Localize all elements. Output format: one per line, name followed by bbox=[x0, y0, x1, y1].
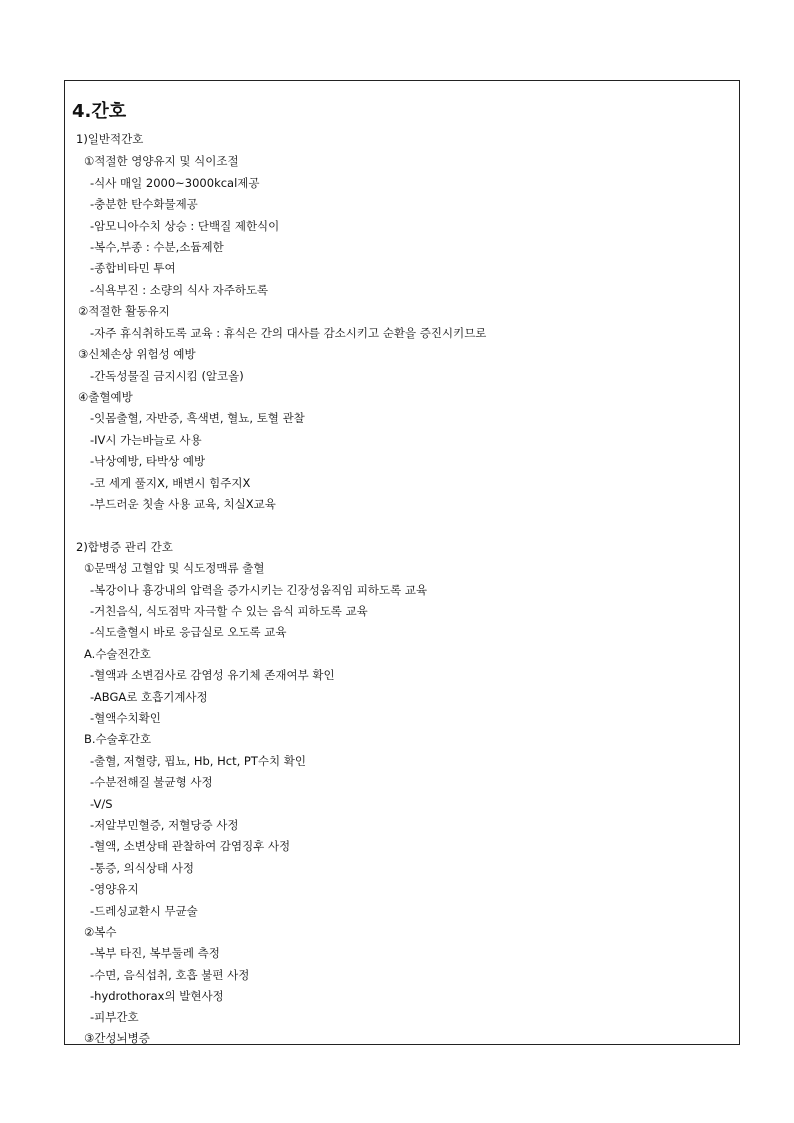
list-item: -낙상예방, 타박상 예방 bbox=[90, 454, 206, 468]
list-item: -코 세게 풀지X, 배변시 힘주지X bbox=[90, 476, 251, 490]
list-item: -식도출혈시 바로 응급실로 오도록 교육 bbox=[90, 625, 287, 639]
list-item: -식사 매일 2000~3000kcal제공 bbox=[90, 176, 260, 190]
list-item: -암모니아수치 상승 : 단백질 제한식이 bbox=[90, 219, 280, 233]
list-item: -거친음식, 식도점막 자극할 수 있는 음식 피하도록 교육 bbox=[90, 604, 368, 618]
list-item: -수분전해질 불균형 사정 bbox=[90, 775, 213, 789]
list-heading: ③간성뇌병증 bbox=[84, 1031, 150, 1045]
list-item: -자주 휴식취하도록 교육 : 휴식은 간의 대사를 감소시키고 순환을 증진시키므로 bbox=[90, 326, 487, 340]
list-item: -수면, 음식섭취, 호흡 불편 사정 bbox=[90, 968, 250, 982]
list-item: -영양유지 bbox=[90, 882, 139, 896]
subsection-title: 1)일반적간호 bbox=[76, 132, 144, 146]
list-item: -IV시 가는바늘로 사용 bbox=[90, 433, 202, 447]
subsection-title: 2)합병증 관리 간호 bbox=[76, 540, 173, 554]
list-item: -복부 타진, 복부둘레 측정 bbox=[90, 946, 220, 960]
list-item: -통증, 의식상태 사정 bbox=[90, 861, 194, 875]
list-item: -V/S bbox=[90, 797, 113, 811]
list-item: -hydrothorax의 발현사정 bbox=[90, 989, 224, 1003]
list-item: -충분한 탄수화물제공 bbox=[90, 197, 198, 211]
list-item: -혈액, 소변상태 관찰하여 감염징후 사정 bbox=[90, 839, 291, 853]
list-heading: ④출혈예방 bbox=[78, 390, 133, 404]
list-item: -피부간호 bbox=[90, 1010, 139, 1024]
list-item: -종합비타민 투여 bbox=[90, 261, 176, 275]
list-item: -잇몸출혈, 자반증, 흑색변, 혈뇨, 토혈 관찰 bbox=[90, 411, 305, 425]
list-heading: A.수술전간호 bbox=[84, 647, 151, 661]
list-item: -식욕부진 : 소량의 식사 자주하도록 bbox=[90, 283, 269, 297]
list-item: -혈액수치확인 bbox=[90, 711, 161, 725]
list-item: -복수,부종 : 수분,소듐제한 bbox=[90, 240, 224, 254]
list-item: -출혈, 저혈량, 핍뇨, Hb, Hct, PT수치 확인 bbox=[90, 754, 306, 768]
list-heading: ②적절한 활동유지 bbox=[78, 304, 170, 318]
list-heading: B.수술후간호 bbox=[84, 732, 152, 746]
list-heading: ③신체손상 위험성 예방 bbox=[78, 347, 196, 361]
list-item: -복강이나 흉강내의 압력을 증가시키는 긴장성움직임 피하도록 교육 bbox=[90, 583, 428, 597]
list-item: -간독성물질 금지시킴 (알코올) bbox=[90, 369, 244, 383]
section-heading: 4.간호 bbox=[72, 101, 127, 122]
list-heading: ①문맥성 고혈압 및 식도정맥류 출혈 bbox=[84, 561, 265, 575]
list-item: -저알부민혈증, 저혈당증 사정 bbox=[90, 818, 239, 832]
list-heading: ①적절한 영양유지 및 식이조절 bbox=[84, 154, 239, 168]
list-item: -드레싱교환시 무균술 bbox=[90, 904, 198, 918]
list-item: -혈액과 소변검사로 감염성 유기체 존재여부 확인 bbox=[90, 668, 335, 682]
list-item: -ABGA로 호흡기계사정 bbox=[90, 690, 208, 704]
list-heading: ②복수 bbox=[84, 925, 117, 939]
list-item: -부드러운 칫솔 사용 교육, 치실X교육 bbox=[90, 497, 276, 511]
